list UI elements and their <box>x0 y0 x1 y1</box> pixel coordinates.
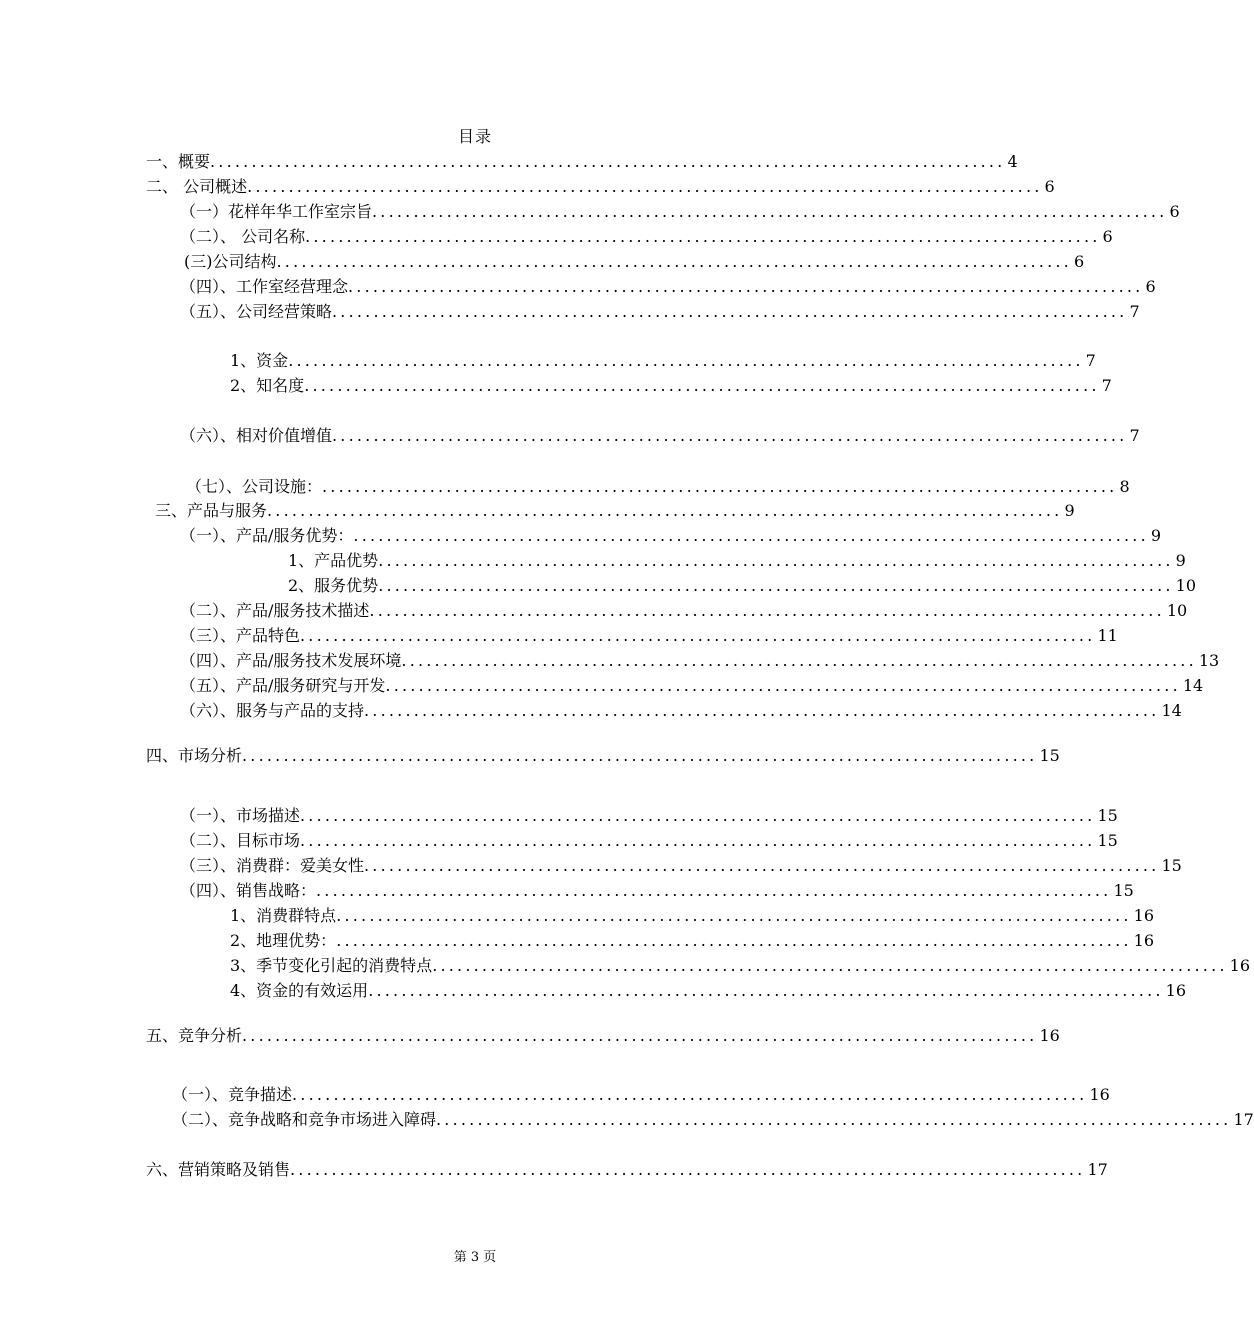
toc-entry[interactable] <box>184 250 1085 274</box>
toc-entry[interactable] <box>230 904 1154 928</box>
toc-entry-page: 16 <box>1039 1026 1060 1045</box>
toc-entry-label: 1、消费群特点 <box>230 906 337 925</box>
toc-entry[interactable] <box>180 524 1162 548</box>
toc-leader-dots: ................................................................................................ <box>300 831 1096 850</box>
toc-leader-dots: ................................................................................................ <box>364 856 1160 875</box>
toc-entry-label: 4、资金的有效运用 <box>230 981 369 1000</box>
toc-entry-label: 3、季节变化引起的消费特点 <box>230 956 433 975</box>
toc-entry-label: （一）、市场描述 <box>180 806 301 825</box>
toc-entry[interactable] <box>146 1024 1060 1048</box>
toc-entry-label: （四）、销售战略： <box>180 881 317 900</box>
toc-entry-page: 14 <box>1182 676 1204 695</box>
toc-entry-label: 2、服务优势 <box>288 576 379 595</box>
toc-leader-dots: ................................................................................................ <box>401 651 1197 670</box>
toc-entry-label: （五）、产品/服务研究与开发 <box>180 676 386 695</box>
toc-entry[interactable] <box>180 200 1180 224</box>
toc-entry-label: （六）、服务与产品的支持 <box>180 701 365 720</box>
toc-entry-page: 6 <box>1145 277 1156 296</box>
toc-leader-dots: ................................................................................................ <box>332 426 1128 445</box>
toc-leader-dots: ................................................................................................ <box>304 376 1100 395</box>
toc-entry[interactable] <box>180 879 1134 903</box>
toc-leader-dots: ................................................................................................ <box>276 252 1072 271</box>
toc-entry[interactable] <box>180 854 1182 878</box>
toc-entry-label: 六、营销策略及销售 <box>146 1160 291 1179</box>
toc-entry[interactable] <box>180 275 1156 299</box>
toc-entry-page: 9 <box>1064 501 1075 520</box>
toc-entry-page: 4 <box>1007 152 1018 171</box>
toc-entry-page: 13 <box>1198 651 1220 670</box>
toc-leader-dots: ................................................................................................ <box>378 576 1174 595</box>
toc-entry-label: 2、地理优势： <box>230 931 337 950</box>
toc-entry-label: （二）、竞争战略和竞争市场进入障碍 <box>172 1110 437 1129</box>
toc-entry[interactable] <box>146 150 1018 174</box>
toc-entry-label: 1、产品优势 <box>288 551 379 570</box>
toc-entry-page: 15 <box>1097 831 1118 850</box>
toc-entry[interactable] <box>230 374 1112 398</box>
toc-entry-label: （二）、产品/服务技术描述 <box>180 601 370 620</box>
toc-entry-page: 7 <box>1129 302 1140 321</box>
toc-entry[interactable] <box>180 649 1220 673</box>
toc-entry-label: 2、知名度 <box>230 376 305 395</box>
toc-entry-label: (三)公司结构 <box>184 252 277 271</box>
toc-entry-page: 8 <box>1119 477 1130 496</box>
toc-leader-dots: ................................................................................................ <box>336 931 1132 950</box>
toc-leader-dots: ................................................................................................ <box>242 1026 1038 1045</box>
toc-leader-dots: ................................................................................................ <box>290 1160 1086 1179</box>
toc-entry[interactable] <box>288 574 1196 598</box>
toc-leader-dots: ................................................................................................ <box>332 302 1128 321</box>
toc-entry[interactable] <box>230 929 1154 953</box>
toc-entry[interactable] <box>230 954 1250 978</box>
toc-leader-dots: ................................................................................................ <box>432 956 1228 975</box>
page-footer: 第 3 页 <box>453 1250 497 1265</box>
toc-entry-label: 五、竞争分析 <box>146 1026 243 1045</box>
toc-leader-dots: ................................................................................................ <box>348 277 1144 296</box>
toc-entry-page: 9 <box>1150 526 1162 545</box>
toc-leader-dots: ................................................................................................ <box>305 227 1101 246</box>
toc-leader-dots: ................................................................................................ <box>436 1110 1232 1129</box>
toc-leader-dots: ................................................................................................ <box>378 551 1174 570</box>
toc-entry[interactable] <box>180 424 1140 448</box>
toc-entry-page: 15 <box>1097 806 1118 825</box>
toc-leader-dots: ................................................................................................ <box>242 746 1038 765</box>
toc-entry[interactable] <box>288 549 1186 573</box>
toc-entry-page: 6 <box>1169 202 1180 221</box>
toc-entry-label: （三）、消费群：爱美女性 <box>180 856 365 875</box>
toc-entry[interactable] <box>146 175 1055 199</box>
toc-entry-page: 6 <box>1073 252 1085 271</box>
toc-entry-page: 15 <box>1161 856 1182 875</box>
toc-leader-dots: ................................................................................................ <box>247 177 1043 196</box>
toc-title: 目录 <box>457 127 492 146</box>
toc-entry-page: 10 <box>1175 576 1196 595</box>
toc-leader-dots: ................................................................................................ <box>385 676 1181 695</box>
toc-entry-page: 16 <box>1133 931 1154 950</box>
toc-leader-dots: ................................................................................................ <box>316 881 1112 900</box>
toc-entry-label: （二）、 公司名称 <box>180 227 306 246</box>
toc-entry-page: 7 <box>1129 426 1140 445</box>
toc-entry-label: （一）、竞争描述 <box>172 1085 293 1104</box>
toc-entry-page: 10 <box>1166 601 1188 620</box>
toc-entry[interactable] <box>180 699 1182 723</box>
toc-entry[interactable] <box>146 1158 1108 1182</box>
toc-entry[interactable] <box>180 599 1188 623</box>
toc-entry[interactable] <box>172 1083 1110 1107</box>
toc-entry[interactable] <box>172 1108 1254 1132</box>
toc-entry-label: 1、资金 <box>230 351 289 370</box>
toc-entry-label: （七）、公司设施： <box>186 477 323 496</box>
toc-entry[interactable] <box>180 225 1113 249</box>
toc-entry-label: （六）、相对价值增值 <box>180 426 333 445</box>
toc-entry-label: 四、市场分析 <box>146 746 243 765</box>
toc-entry[interactable] <box>230 349 1096 373</box>
toc-entry-page: 16 <box>1229 956 1250 975</box>
toc-entry-page: 6 <box>1102 227 1113 246</box>
toc-entry-page: 15 <box>1039 746 1060 765</box>
toc-entry[interactable] <box>155 499 1075 523</box>
toc-entry[interactable] <box>146 744 1060 768</box>
toc-leader-dots: ................................................................................................ <box>353 526 1149 545</box>
toc-entry[interactable] <box>180 804 1118 828</box>
toc-entry-label: （二）、目标市场 <box>180 831 301 850</box>
toc-entry-label: （五）、公司经营策略 <box>180 302 333 321</box>
toc-entry-page: 7 <box>1085 351 1096 370</box>
toc-entry-page: 16 <box>1165 981 1186 1000</box>
toc-entry[interactable] <box>180 624 1118 648</box>
toc-entry-label: 三、产品与服务 <box>155 501 268 520</box>
toc-entry-page: 17 <box>1087 1160 1108 1179</box>
toc-leader-dots: ................................................................................................ <box>369 601 1165 620</box>
toc-entry[interactable] <box>180 300 1140 324</box>
toc-entry-page: 9 <box>1175 551 1186 570</box>
toc-leader-dots: ................................................................................................ <box>300 626 1096 645</box>
toc-entry-label: （一）、产品/服务优势： <box>180 526 354 545</box>
toc-entry-page: 11 <box>1097 626 1118 645</box>
toc-entry-page: 17 <box>1233 1110 1254 1129</box>
toc-entry-label: （一）花样年华工作室宗旨 <box>180 202 373 221</box>
toc-entry[interactable] <box>186 475 1130 499</box>
toc-entry-page: 15 <box>1113 881 1134 900</box>
toc-entry-page: 16 <box>1133 906 1154 925</box>
toc-leader-dots: ................................................................................................ <box>336 906 1132 925</box>
toc-entry-page: 6 <box>1044 177 1055 196</box>
toc-entry-page: 14 <box>1161 701 1182 720</box>
toc-leader-dots: ................................................................................................ <box>267 501 1063 520</box>
toc-entry[interactable] <box>230 979 1186 1003</box>
toc-entry-label: （四）、工作室经营理念 <box>180 277 349 296</box>
toc-leader-dots: ................................................................................................ <box>368 981 1164 1000</box>
toc-entry[interactable] <box>180 674 1204 698</box>
toc-entry-label: （三）、产品特色 <box>180 626 301 645</box>
toc-leader-dots: ................................................................................................ <box>300 806 1096 825</box>
toc-entry-label: 一、概要 <box>146 152 211 171</box>
toc-entry-page: 7 <box>1101 376 1112 395</box>
toc-leader-dots: ................................................................................................ <box>292 1085 1088 1104</box>
toc-leader-dots: ................................................................................................ <box>288 351 1084 370</box>
toc-leader-dots: ................................................................................................ <box>364 701 1160 720</box>
toc-entry-label: （四）、产品/服务技术发展环境 <box>180 651 402 670</box>
toc-leader-dots: ................................................................................................ <box>372 202 1168 221</box>
toc-entry-label: 二、 公司概述 <box>146 177 248 196</box>
toc-leader-dots: ................................................................................................ <box>210 152 1006 171</box>
toc-leader-dots: ................................................................................................ <box>322 477 1118 496</box>
toc-entry[interactable] <box>180 829 1118 853</box>
toc-entry-page: 16 <box>1089 1085 1110 1104</box>
